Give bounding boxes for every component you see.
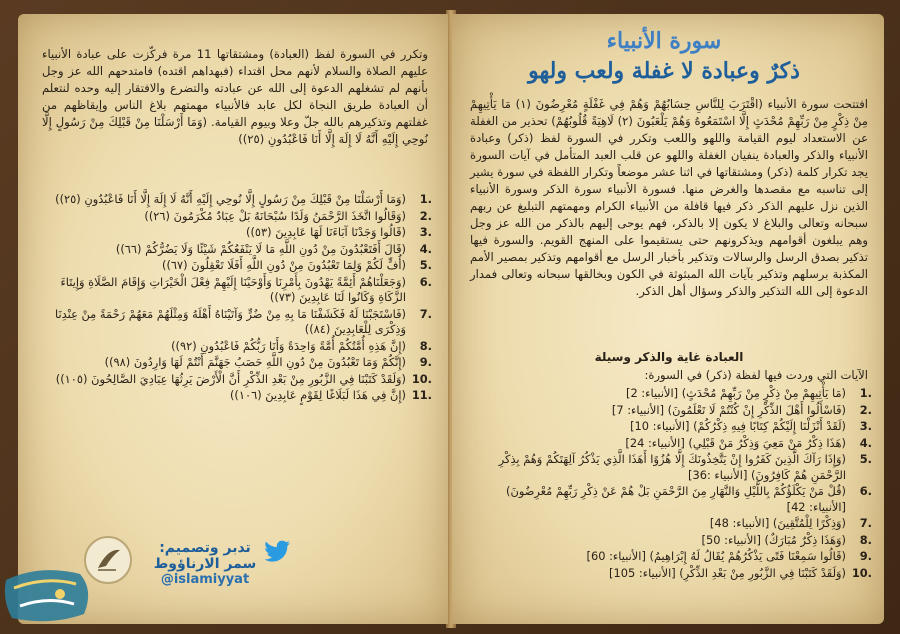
verse-number: 4. bbox=[859, 435, 872, 450]
verse-text: (فَاسْأَلُوا أَهْلَ الذِّكْرِ إِنْ كُنْتُمْ لَا تَعْلَمُونَ) [الأنبياء: 7] bbox=[611, 402, 846, 417]
dhikr-verses-list bbox=[468, 386, 872, 582]
verse-item bbox=[40, 225, 432, 241]
verse-text: (إِنَّكُمْ وَمَا تَعْبُدُونَ مِنْ دُونِ اللَّهِ حَصَبُ جَهَنَّمَ أَنْتُمْ لَهَا وَارِدُونَ (٩٨)) bbox=[104, 355, 406, 369]
verse-text: (هَذَا ذِكْرُ مَنْ مَعِيَ وَذِكْرُ مَنْ قَبْلِي) [الأنبياء: 24] bbox=[625, 435, 846, 450]
verse-text: (وَلَقَدْ كَتَبْنَا فِي الزَّبُورِ مِنْ بَعْدِ الذِّكْرِ) [الأنبياء: 105] bbox=[609, 565, 846, 580]
section-heading: العبادة غاية والذكر وسيلة bbox=[594, 350, 744, 364]
verse-item bbox=[468, 452, 872, 483]
verse-item bbox=[40, 307, 432, 338]
verse-text: (قَالُوا سَمِعْنَا فَتًى يَذْكُرُهُمْ يُقَالُ لَهُ إِبْرَاهِيمُ) [الأنبياء: 60] bbox=[586, 549, 846, 563]
left-page bbox=[18, 14, 448, 624]
section-lead: الآيات التي وردت فيها لفظة (ذكر) في السورة: bbox=[644, 368, 868, 382]
verse-item bbox=[468, 403, 872, 419]
verse-number: 3. bbox=[419, 225, 432, 239]
verse-item bbox=[468, 516, 872, 532]
verse-item bbox=[40, 339, 432, 355]
verse-text: (قُلْ مَنْ يَكْلَؤُكُمْ بِاللَّيْلِ وَالنَّهَارِ مِنَ الرَّحْمَنِ بَلْ هُمْ عَنْ ذِكْرِ رَبِّهِمْ مُعْرِضُونَ) [الأنبياء: 42] bbox=[506, 484, 846, 514]
verse-number: 2. bbox=[859, 402, 872, 417]
verse-number: 8. bbox=[419, 338, 432, 353]
verse-number: 6. bbox=[859, 484, 872, 498]
verse-item bbox=[40, 258, 432, 274]
verse-text: (لَقَدْ أَنْزَلْنَا إِلَيْكُمْ كِتَابًا فِيهِ ذِكْرُكُمْ) [الأنبياء: 10] bbox=[630, 419, 846, 433]
verse-item bbox=[468, 549, 872, 565]
verse-number: 5. bbox=[859, 452, 872, 466]
verse-number: 7. bbox=[859, 516, 872, 530]
verse-item bbox=[40, 275, 432, 306]
verse-text: (وَذِكْرًا لِلْمُتَّقِينَ) [الأنبياء: 48] bbox=[709, 516, 846, 530]
verse-item bbox=[468, 533, 872, 549]
surah-subtitle: ذكرٌ وعبادة لا غفلة ولعب ولهو bbox=[528, 58, 800, 84]
verse-text: (إِنَّ فِي هَذَا لَبَلَاغًا لِقَوْمٍ عَابِدِينَ (١٠٦)) bbox=[229, 388, 406, 402]
verse-text: (وَقَالُوا اتَّخَذَ الرَّحْمَنُ وَلَدًا سُبْحَانَهُ بَلْ عِبَادٌ مُكْرَمُونَ (٢٦)) bbox=[144, 208, 406, 223]
surah-title: سورة الأنبياء bbox=[606, 28, 722, 54]
twitter-handle[interactable]: @islamiyyat bbox=[160, 572, 250, 587]
verse-item bbox=[468, 436, 872, 452]
credit-label: تدبر وتصميم: bbox=[159, 540, 251, 556]
credit-author: سمر الارناؤوط bbox=[153, 556, 257, 572]
verse-text: (قَالُوا وَجَدْنَا آبَاءَنَا لَهَا عَابِدِينَ (٥٣)) bbox=[246, 225, 406, 239]
right-intro-paragraph: افتتحت سورة الأنبياء (اقْتَرَبَ لِلنَّاسِ حِسَابُهُمْ وَهُمْ فِي غَفْلَةٍ مُعْرِضُونَ (١) مَا يَأْتِيهِمْ مِنْ ذِكْرٍ مِنْ رَبِّهِمْ مُحْدَثٍ إِلَّا اسْتَمَعُوهُ وَهُمْ يَلْعَبُونَ (٢) لَاهِيَةً قُلُوبُهُمْ) تحذير من الغفلة عن الاستعداد ليوم القيامة واللهو واللعب وتكرر في السورة لفظ (ذكر) وعبادة الأنبياء والذكر والعبادة ينفيان الغفلة واللهو عن قلب العبد المتأمل في آيات السورة يجد تكرار كلمة (ذكر) ومشتقاتها في اثنا عشر موضعاً وتكرار اللفظة في سورة يشير إلى تناسبه مع مقصدها والغرض منها. فسورة الأنبياء سورة الذكر وسورة الأنبياء الذين نزل عليهم الذكر ذكر فيها قافلة من الأنبياء الكرام ومهمتهم التبليغ عن ربهم سبحانه وتعالى والبلاغ لا يكون إلا بالذكر، فهم يوحى إليهم بالذكر من الله عز وجل وهم يبلغون أقوامهم ويذكرونهم حتى يستقيموا على المنهج القويم. والسورة فيها تذكير بصدق الرسل والرسالات وتذكير بأخبار الرسل مع أقوامهم وتذكير بمصير الأمم المكذبة برسلهم وتذكير بآيات الله المبثوثة في الكون وبخالقها سبحانه وتعالى فمدار الدعوة إلى الله التذكير والذكر وسؤال أهل الذكر. bbox=[470, 97, 868, 298]
verse-text: (فَاسْتَجَبْنَا لَهُ فَكَشَفْنَا مَا بِهِ مِنْ ضُرٍّ وَآتَيْنَاهُ أَهْلَهُ وَمِثْلَهُمْ مَعَهُمْ رَحْمَةً مِنْ عِنْدِنَا وَذِكْرَى لِلْعَابِدِينَ (٨٤)) bbox=[55, 306, 406, 336]
verse-item bbox=[468, 386, 872, 402]
verse-text: (قَالَ أَفَتَعْبُدُونَ مِنْ دُونِ اللَّهِ مَا لَا يَنْفَعُكُمْ شَيْئًا وَلَا يَضُرُّكُمْ (٦٦)) bbox=[115, 241, 406, 256]
verse-text: (وَإِذَا رَآكَ الَّذِينَ كَفَرُوا إِنْ يَتَّخِذُونَكَ إِلَّا هُزُوًا أَهَذَا الَّذِي يَذْكُرُ آلِهَتَكُمْ وَهُمْ بِذِكْرِ الرَّحْمَنِ هُمْ كَافِرُونَ) [الأنبياء :36] bbox=[498, 452, 846, 482]
verse-text: (وَلَقَدْ كَتَبْنَا فِي الزَّبُورِ مِنْ بَعْدِ الذِّكْرِ أَنَّ الْأَرْضَ يَرِثُهَا عِبَادِيَ الصَّالِحُونَ (١٠٥)) bbox=[55, 371, 406, 386]
right-page bbox=[452, 14, 884, 624]
verse-text: (وَجَعَلْنَاهُمْ أَئِمَّةً يَهْدُونَ بِأَمْرِنَا وَأَوْحَيْنَا إِلَيْهِمْ فِعْلَ الْخَيْرَاتِ وَإِقَامَ الصَّلَاةِ وَإِيتَاءَ الزَّكَاةِ وَكَانُوا لَنَا عَابِدِينَ (٧٣)) bbox=[60, 274, 406, 304]
verse-number: 9. bbox=[419, 355, 432, 369]
verse-text: (وَمَا أَرْسَلْنَا مِنْ قَبْلِكَ مِنْ رَسُولٍ إِلَّا نُوحِي إِلَيْهِ أَنَّهُ لَا إِلَهَ إِلَّا أَنَا فَاعْبُدُونِ (٢٥)) bbox=[55, 192, 406, 206]
verse-number: 4. bbox=[419, 241, 432, 256]
verse-number: 11. bbox=[411, 388, 432, 402]
verse-number: 2. bbox=[419, 208, 432, 223]
verse-item bbox=[468, 484, 872, 515]
verse-number: 3. bbox=[859, 419, 872, 433]
verse-text: (إِنَّ هَذِهِ أُمَّتُكُمْ أُمَّةً وَاحِدَةً وَأَنَا رَبُّكُمْ فَاعْبُدُونِ (٩٢)) bbox=[171, 338, 406, 353]
left-intro-paragraph: وتكرر في السورة لفظ (العبادة) ومشتقاتها 11 مرة فركّزت على عبادة الأنبياء عليهم الصلاة والسلام لأنهم محل اقتداء (فبهداهم اقتده) فامتدحهم الله عز وجل بأنهم لم تشغلهم الدعوة إلى الله عن عبادته والتضرع والافتقار إليه وحده لنتعلم أن العبادة طريق النجاة لكل عابد فالأنبياء مهمتهم بلاغ الناس وإيقاظهم من غفلتهم وتذكيرهم بالله جلّ وعلا وبيوم القيامة. (وَمَا أَرْسَلْنَا مِنْ قَبْلِكَ مِنْ رَسُولٍ إِلَّا نُوحِي إِلَيْهِ أَنَّهُ لَا إِلَهَ إِلَّا أَنَا فَاعْبُدُونِ (٢٥)) bbox=[42, 47, 428, 146]
verse-item bbox=[468, 566, 872, 582]
verse-number: 10. bbox=[411, 371, 432, 386]
verse-number: 6. bbox=[419, 274, 432, 289]
verse-item bbox=[40, 209, 432, 225]
verse-number: 1. bbox=[419, 192, 432, 206]
verse-text: (أُفٍّ لَكُمْ وَلِمَا تَعْبُدُونَ مِنْ دُونِ اللَّهِ أَفَلَا تَعْقِلُونَ (٦٧)) bbox=[162, 258, 406, 272]
twitter-bird-icon[interactable] bbox=[265, 540, 291, 566]
verse-number: 8. bbox=[859, 532, 872, 547]
verse-text: (وَهَذَا ذِكْرٌ مُبَارَكٌ) [الأنبياء: 50] bbox=[701, 532, 846, 547]
verse-item bbox=[468, 419, 872, 435]
worship-verses-list bbox=[40, 192, 432, 405]
verse-number: 7. bbox=[419, 306, 432, 321]
verse-number: 9. bbox=[859, 549, 872, 563]
verse-item bbox=[40, 388, 432, 404]
verse-item bbox=[40, 372, 432, 388]
verse-item bbox=[40, 355, 432, 371]
verse-item bbox=[40, 192, 432, 208]
verse-number: 10. bbox=[851, 565, 872, 580]
verse-item bbox=[40, 242, 432, 258]
site-logo bbox=[0, 560, 100, 630]
verse-number: 1. bbox=[859, 386, 872, 400]
verse-text: (مَا يَأْتِيهِمْ مِنْ ذِكْرٍ مِنْ رَبِّهِمْ مُحْدَثٍ) [الأنبياء: 2] bbox=[625, 386, 846, 400]
verse-number: 5. bbox=[419, 258, 432, 272]
